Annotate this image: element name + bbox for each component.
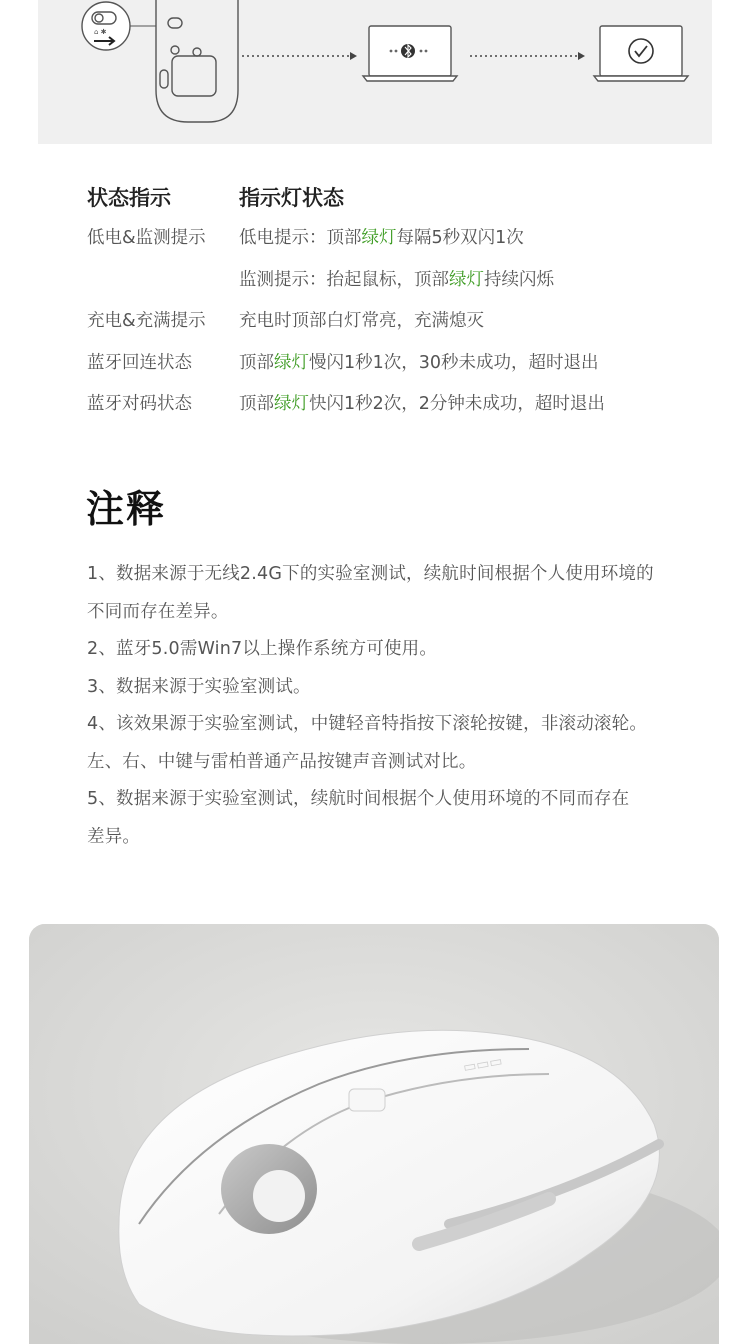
row-value — [239, 266, 554, 291]
arrow-dotted-2 — [470, 52, 585, 60]
row-label: 充电&充满提示 — [87, 311, 206, 331]
row-value — [239, 390, 605, 415]
pairing-illustration — [38, 0, 712, 144]
green-light-text: 绿灯 — [274, 352, 309, 373]
switch-magnifier-icon — [82, 2, 156, 50]
svg-text:⌂ ✱: ⌂ ✱ — [94, 28, 107, 36]
notes-list — [87, 556, 727, 856]
indicator-table — [87, 180, 727, 432]
arrow-dotted-1 — [242, 52, 357, 60]
row-value-text: 监测提示：抬起鼠标，顶部 — [239, 269, 449, 290]
green-light-text: 绿灯 — [449, 269, 484, 290]
table-row — [87, 266, 727, 308]
table-row — [87, 390, 727, 432]
svg-text:▭▭▭: ▭▭▭ — [461, 1053, 504, 1076]
row-value-text: 低电提示：顶部 — [239, 228, 362, 248]
note-line: 2、蓝牙5.0需Win7以上操作系统方可使用。 — [87, 639, 438, 659]
row-value-text: 每隔5秒双闪1次 — [396, 228, 524, 248]
row-value — [239, 349, 599, 374]
table-row — [87, 349, 727, 391]
note-line: 5、数据来源于实验室测试，续航时间根据个人使用环境的不同而存在 — [87, 789, 630, 809]
note-line: 4、该效果源于实验室测试，中键轻音特指按下滚轮按键，非滚动滚轮。 — [87, 714, 648, 734]
green-light-text: 绿灯 — [361, 228, 397, 248]
table-row — [87, 224, 727, 266]
note-line: 1、数据来源于无线2.4G下的实验室测试，续航时间根据个人使用环境的 — [87, 564, 654, 584]
header-status-indicator: 状态指示 — [87, 186, 171, 210]
row-value-text: 顶部 — [239, 394, 274, 414]
row-label: 低电&监测提示 — [87, 228, 206, 248]
row-label: 蓝牙回连状态 — [87, 352, 192, 373]
row-value — [239, 224, 524, 249]
product-photo — [29, 924, 719, 1344]
row-value-text: 快闪1秒2次，2分钟未成功，超时退出 — [309, 394, 605, 414]
table-row — [87, 307, 727, 349]
notes-title: 注释 — [86, 487, 167, 531]
row-value-text: 慢闪1秒1次，30秒未成功，超时退出 — [309, 352, 599, 373]
row-value-text: 充电时顶部白灯常亮，充满熄灭 — [239, 311, 484, 331]
header-light-status: 指示灯状态 — [239, 186, 344, 210]
note-line: 3、数据来源于实验室测试。 — [87, 676, 311, 697]
note-line: 左、右、中键与雷柏普通产品按键声音测试对比。 — [87, 751, 477, 772]
table-header — [87, 180, 727, 224]
laptop-bluetooth-icon — [363, 26, 457, 81]
green-light-text: 绿灯 — [274, 394, 309, 414]
row-value-text: 顶部 — [239, 352, 274, 373]
row-value — [239, 307, 484, 332]
note-line: 不同而存在差异。 — [87, 601, 229, 622]
mouse-bottom-icon — [156, 0, 238, 122]
laptop-connected-icon — [594, 26, 688, 81]
row-value-text: 持续闪烁 — [484, 269, 554, 290]
note-line: 差异。 — [87, 826, 141, 847]
row-label: 蓝牙对码状态 — [87, 394, 192, 414]
